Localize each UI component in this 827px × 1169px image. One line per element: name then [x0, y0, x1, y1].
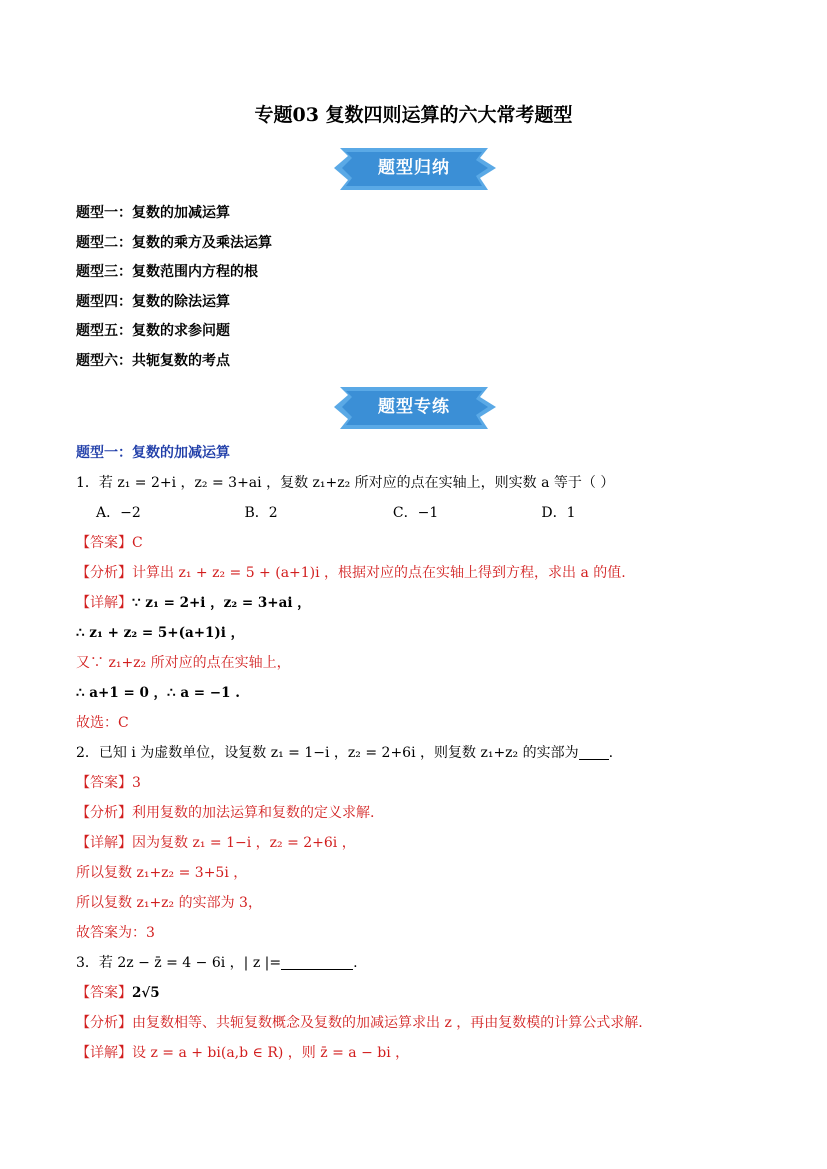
option-c: C．−1 [392, 505, 439, 521]
page-title: 专题03 复数四则运算的六大常考题型 [254, 104, 573, 126]
question-2-detail [76, 830, 756, 860]
question-3-analysis [76, 1010, 756, 1040]
detail-line: ∴ z₁ + z₂ = 5+(a+1)i ， [76, 625, 245, 641]
topic-list [76, 201, 272, 378]
detail-line: 又∵ z₁+z₂ 所对应的点在实轴上， [76, 655, 291, 671]
banner-summary [330, 146, 498, 192]
stem-text: 2．已知 i 为虚数单位，设复数 z₁ = 1−i ，z₂ = 2+6i ，则复数 z₁+z₂ 的实部为 [76, 745, 579, 761]
detail-tag: 【详解】 [76, 1045, 132, 1061]
stem-text: 3．若 2z − z̄ = 4 − 6i ，| z |= [76, 955, 282, 971]
question-1-options [76, 500, 756, 530]
question-2-analysis [76, 800, 756, 830]
detail-tag: 【详解】 [76, 835, 132, 851]
question-1-stem: 1．若 z₁ = 2+i ，z₂ = 3+ai ，复数 z₁+z₂ 所对应的点在实轴上，则实数 a 等于（ ） [76, 475, 615, 491]
option-d: D．1 [541, 505, 576, 521]
answer-blank [281, 953, 353, 970]
exercise-content [76, 440, 756, 1070]
analysis-tag: 【分析】 [76, 565, 132, 581]
answer-tag: 【答案】 [76, 985, 132, 1001]
detail-line: 设 z = a + bi(a,b ∈ R) ，则 z̄ = a − bi ， [132, 1045, 410, 1061]
analysis-text: 计算出 z₁ + z₂ = 5 + (a+1)i ，根据对应的点在实轴上得到方程，求出 a 的值. [132, 565, 626, 581]
question-1-detail [76, 590, 756, 620]
question-2-answer: 【答案】3 [76, 775, 141, 791]
banner-practice [330, 385, 498, 431]
question-1-analysis [76, 560, 756, 590]
question-2-final: 故答案为：3 [76, 925, 155, 941]
topic-item-1: 题型一：复数的加减运算 [76, 205, 230, 221]
detail-line: 所以复数 z₁+z₂ = 3+5i ， [76, 865, 248, 881]
analysis-text: 由复数相等、共轭复数概念及复数的加减运算求出 z ，再由复数模的计算公式求解. [132, 1015, 643, 1031]
stem-end: . [353, 955, 358, 971]
detail-line: ∵ z₁ = 2+i ，z₂ = 3+ai ， [132, 595, 311, 611]
detail-line: 所以复数 z₁+z₂ 的实部为 3， [76, 895, 262, 911]
section-heading: 题型一：复数的加减运算 [76, 445, 230, 461]
option-b: B．2 [244, 505, 278, 521]
question-1-final: 故选：C [76, 715, 129, 731]
topic-item-6: 题型六：共轭复数的考点 [76, 352, 230, 369]
question-3-answer [76, 980, 756, 1010]
detail-tag: 【详解】 [76, 595, 132, 611]
question-1-answer: 【答案】C [76, 535, 143, 551]
stem-end: . [608, 745, 614, 761]
answer-value: 2√5 [132, 985, 160, 1001]
question-2-stem [76, 740, 756, 770]
analysis-tag: 【分析】 [76, 805, 132, 821]
topic-item-3: 题型三：复数范围内方程的根 [76, 264, 258, 280]
detail-line: ∴ a+1 = 0 ，∴ a = −1 . [76, 685, 240, 701]
question-3-stem [76, 950, 756, 980]
analysis-tag: 【分析】 [76, 1015, 132, 1031]
topic-item-4: 题型四：复数的除法运算 [76, 293, 230, 310]
detail-line: 因为复数 z₁ = 1−i ，z₂ = 2+6i ， [132, 835, 356, 851]
question-3-detail [76, 1040, 756, 1070]
banner-summary-label: 题型归纳 [378, 158, 450, 178]
topic-item-5: 题型五：复数的求参问题 [76, 323, 230, 339]
topic-item-2: 题型二：复数的乘方及乘法运算 [76, 234, 272, 251]
banner-practice-label: 题型专练 [378, 397, 450, 417]
option-a: A．−2 [96, 505, 141, 521]
analysis-text: 利用复数的加法运算和复数的定义求解. [132, 805, 375, 821]
answer-blank [579, 743, 609, 760]
